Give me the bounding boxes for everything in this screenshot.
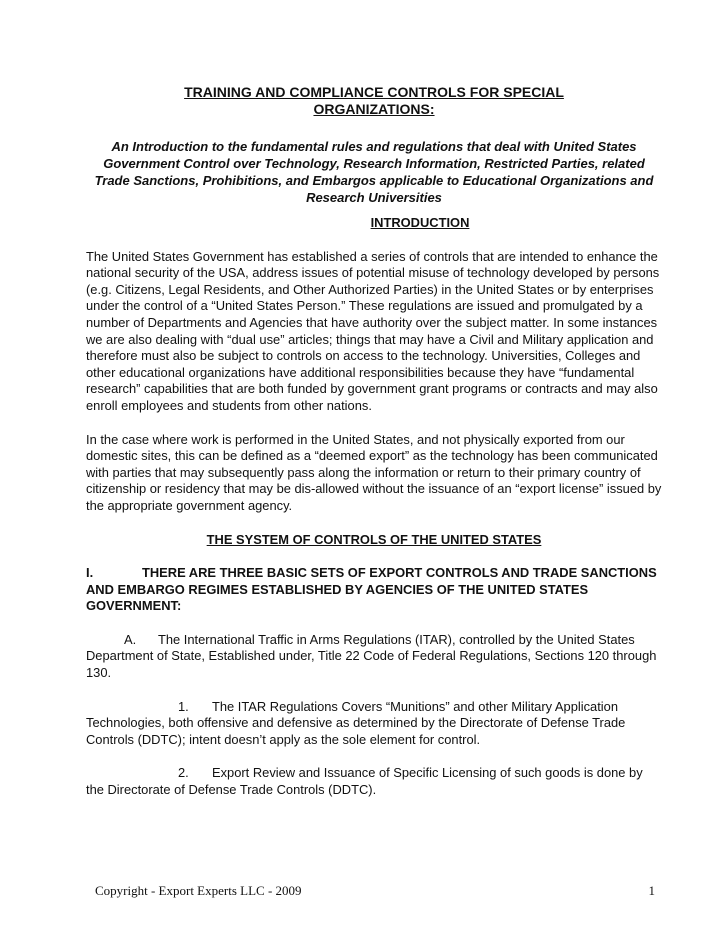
item-a bbox=[86, 632, 662, 682]
footer-copyright: Copyright - Export Experts LLC - 2009 bbox=[95, 883, 302, 898]
system-of-controls-heading: THE SYSTEM OF CONTROLS OF THE UNITED STATES bbox=[206, 531, 542, 547]
footer-page-number: 1 bbox=[648, 883, 655, 898]
document-title: TRAINING AND COMPLIANCE CONTROLS FOR SPECIAL ORGANIZATIONS: bbox=[184, 84, 564, 117]
introduction-heading: INTRODUCTION bbox=[370, 215, 470, 230]
document-body bbox=[86, 84, 662, 816]
introduction-paragraph-2: In the case where work is performed in the United States, and not physically exported from our domestic sites, this can be defined as a “deemed export” as the technology has been communicated with parties that may subsequently pass along the information or return to their primary country of citizenship or residency that may be dis-allowed without the issuance of an “export license” issued by the appropriate government agency. bbox=[86, 431, 662, 513]
item-1 bbox=[86, 699, 662, 749]
item-2-text: Export Review and Issuance of Specific Licensing of such goods is done by the Directorate of Defense Trade Controls (DDTC). bbox=[86, 765, 643, 798]
item-1-text: The ITAR Regulations Covers “Munitions” and other Military Application Technologies, both offensive and defensive as determined by the Directorate of Defense Trade Controls (DDTC); intent doesn’t apply as the sole element for control. bbox=[86, 698, 626, 747]
section-i-number: I. bbox=[86, 565, 94, 581]
item-a-text: The International Traffic in Arms Regulations (ITAR), controlled by the United States Department of State, Established under, Title 22 Code of Federal Regulations, Sections 120 through 130. bbox=[86, 631, 657, 681]
item-1-number: 1. bbox=[178, 698, 189, 714]
introduction-paragraph-1: The United States Government has established a series of controls that are intended to enhance the national security of the USA, address issues of potential misuse of technology developed by persons (e.g. Citizens, Legal Residents, and Other Authorized Parties) in the United States or by enterprises under the control of a “United States Person.” These regulations are issued and promulgated by a number of Departments and Agencies that have authority over the subject matter. In some instances we are also dealing with “dual use” articles; things that may have a Civil and Military application and therefore must also be subject to controls on access to the technology. Universities, Colleges and other educational organizations have additional responsibilities because they have “fundamental research” capabilities that are both funded by government grant programs or contracts and may also enroll employees and students from other nations. bbox=[86, 248, 660, 413]
item-2-number: 2. bbox=[178, 765, 189, 781]
section-i-text: THERE ARE THREE BASIC SETS OF EXPORT CONTROLS AND TRADE SANCTIONS AND EMBARGO REGIMES ESTABLISHED BY AGENCIES OF THE UNITED STATES GOVERNMENT: bbox=[86, 565, 657, 614]
item-2 bbox=[86, 765, 662, 798]
section-i bbox=[86, 565, 662, 615]
document-subtitle: An Introduction to the fundamental rules and regulations that deal with United States Government Control over Technology, Research Information, Restricted Parties, related Trade Sanctions, Prohibitions, and Embargos applicable to Educational Organizations and Research Universities bbox=[94, 139, 654, 205]
item-a-number: A. bbox=[124, 631, 137, 647]
